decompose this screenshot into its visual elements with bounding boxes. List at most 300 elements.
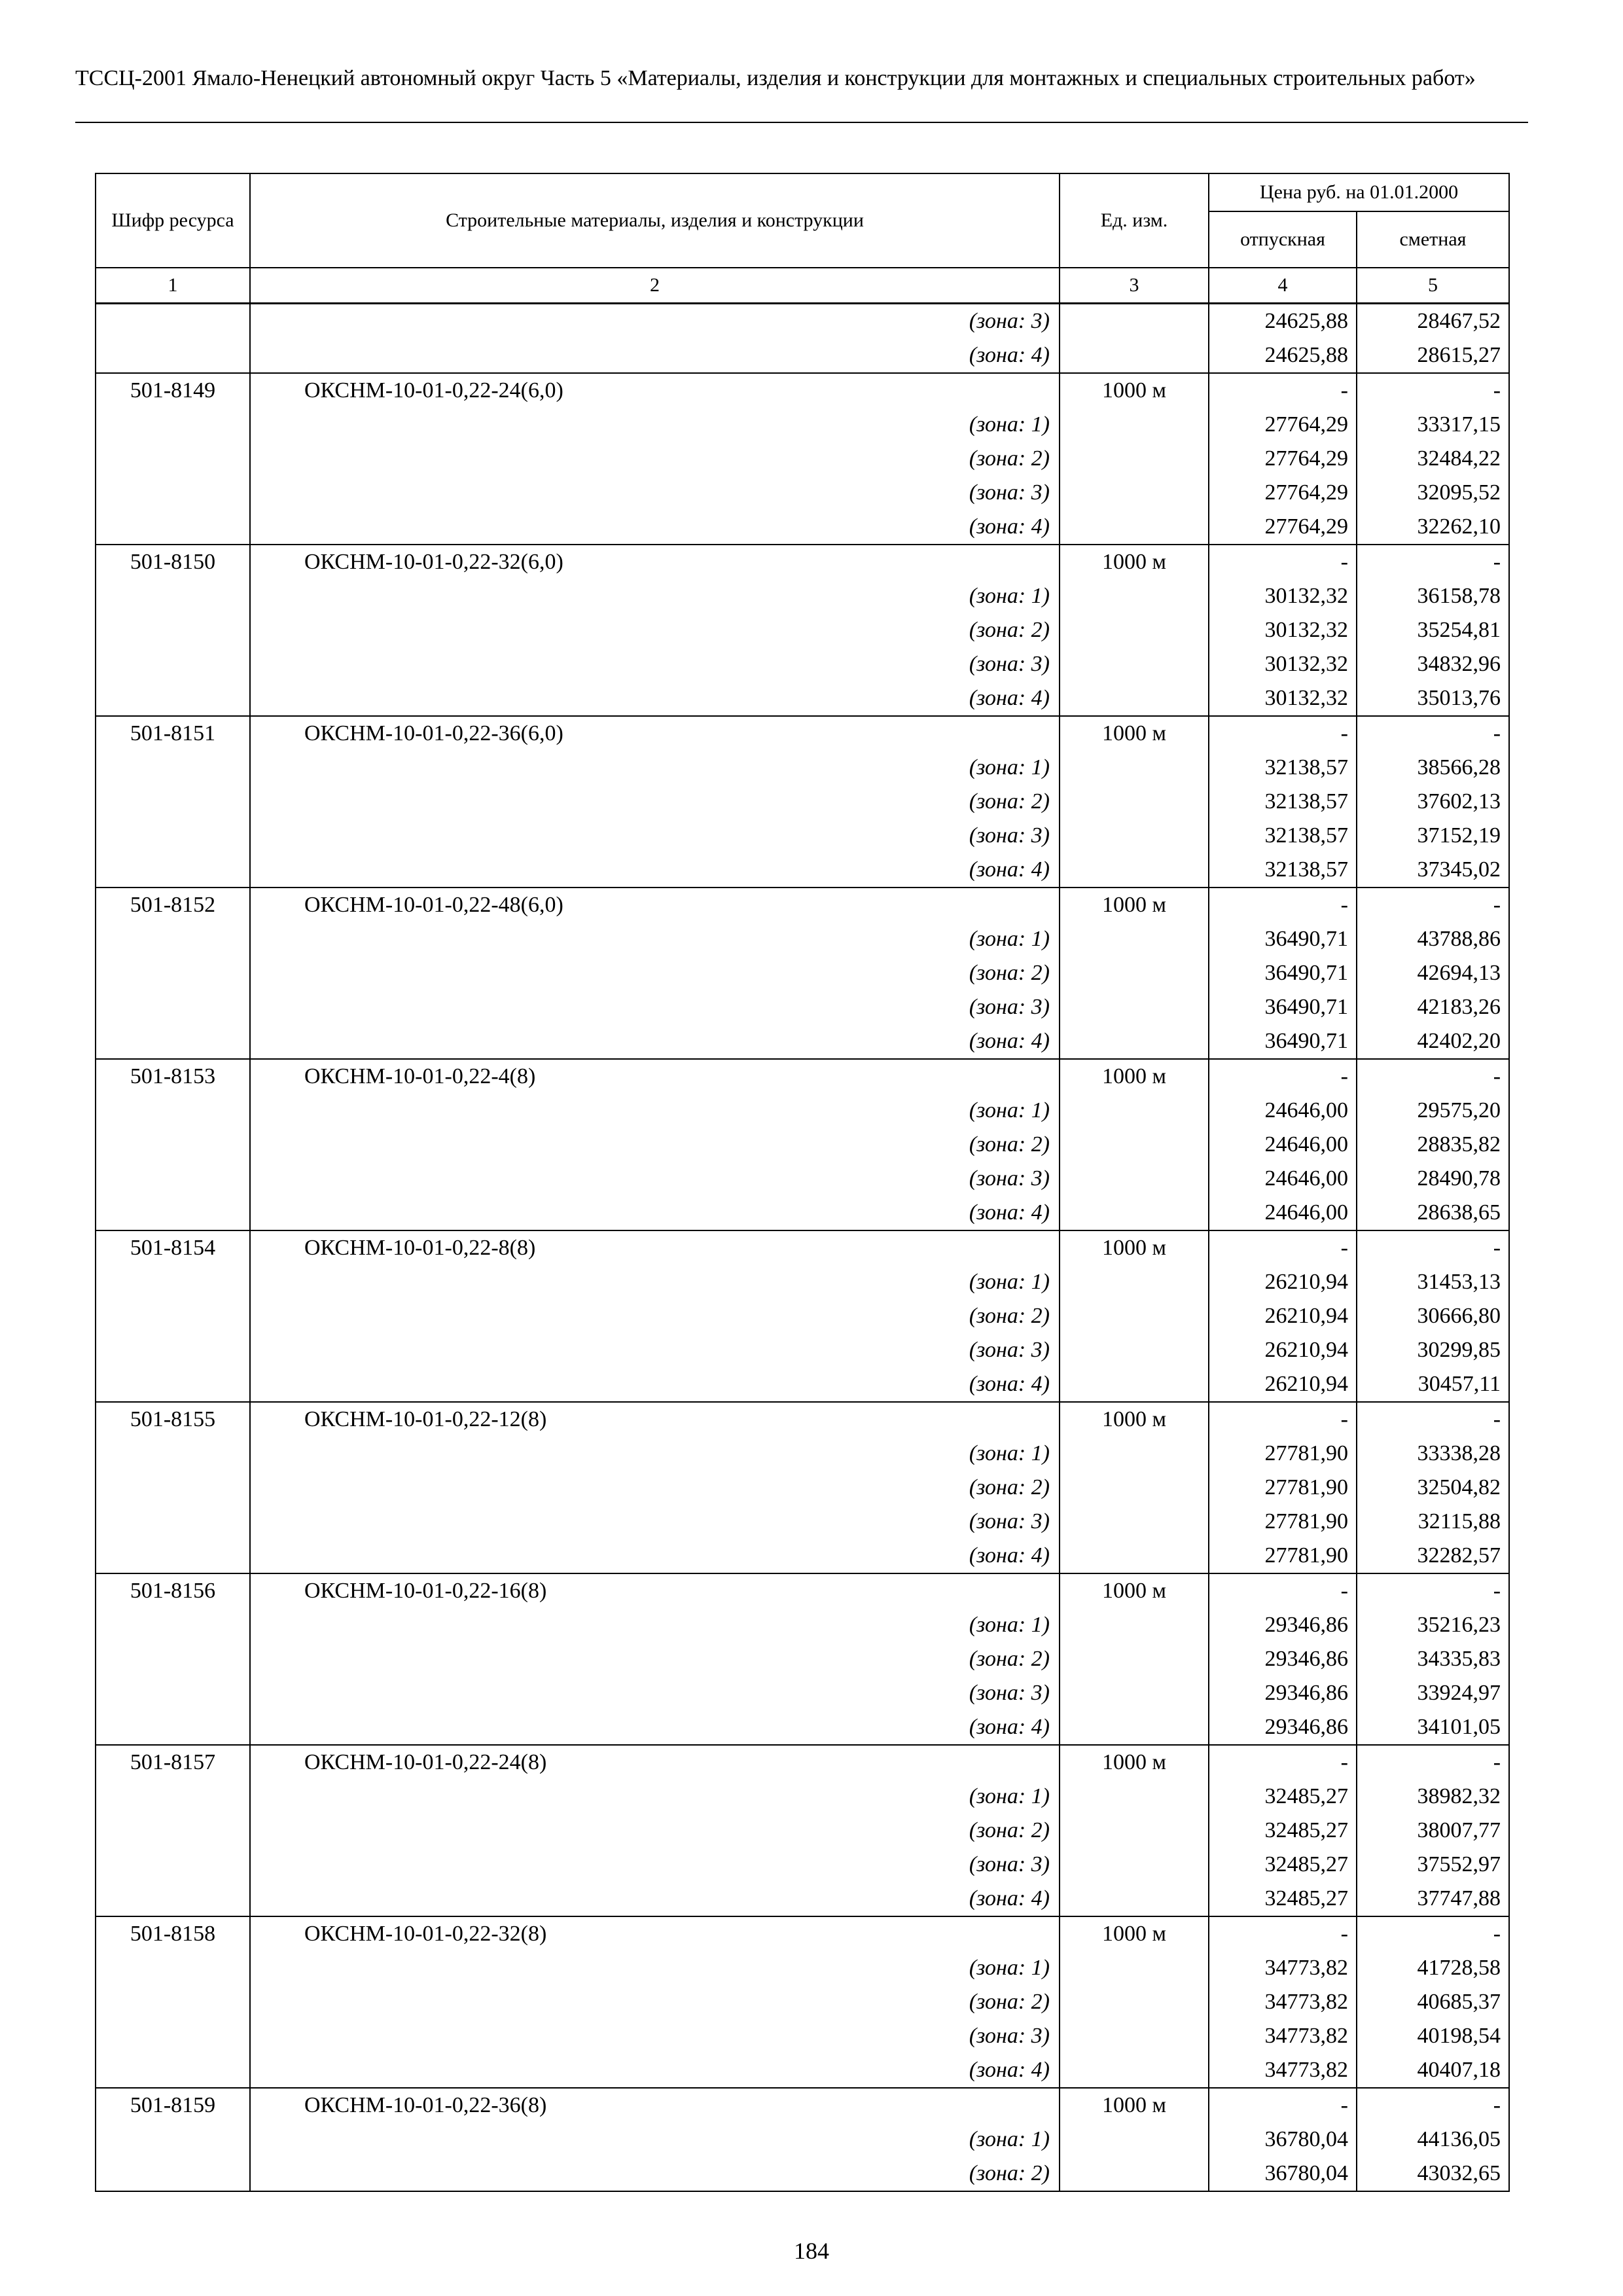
resource-code-cell bbox=[96, 1814, 250, 1848]
zone-label: (зона: 1) bbox=[250, 751, 1060, 785]
resource-code-cell bbox=[96, 1676, 250, 1710]
zone-label: (зона: 1) bbox=[250, 1608, 1060, 1642]
zone-label: (зона: 2) bbox=[250, 1299, 1060, 1333]
resource-unit: 1000 м bbox=[1060, 2088, 1209, 2123]
resource-code-cell bbox=[96, 1848, 250, 1882]
zone-label: (зона: 4) bbox=[250, 1539, 1060, 1573]
estimate-price: - bbox=[1357, 1745, 1509, 1780]
zone-row bbox=[96, 2157, 1509, 2191]
zone-row bbox=[96, 647, 1509, 681]
resource-code: 501-8155 bbox=[96, 1402, 250, 1437]
release-price: 29346,86 bbox=[1209, 1676, 1357, 1710]
release-price: 32485,27 bbox=[1209, 1780, 1357, 1814]
resource-code-cell bbox=[96, 2053, 250, 2088]
resource-code-cell bbox=[96, 990, 250, 1024]
estimate-price: 32484,22 bbox=[1357, 442, 1509, 476]
price-table-header bbox=[96, 173, 1509, 304]
zone-label: (зона: 3) bbox=[250, 1676, 1060, 1710]
release-price: 32485,27 bbox=[1209, 1848, 1357, 1882]
resource-unit: 1000 м bbox=[1060, 888, 1209, 922]
release-price: 30132,32 bbox=[1209, 647, 1357, 681]
zone-row bbox=[96, 681, 1509, 716]
resource-code-cell bbox=[96, 1437, 250, 1471]
header-unit: Ед. изм. bbox=[1060, 173, 1209, 268]
zone-label: (зона: 4) bbox=[250, 853, 1060, 888]
unit-cell bbox=[1060, 1128, 1209, 1162]
estimate-price: - bbox=[1357, 716, 1509, 751]
unit-cell bbox=[1060, 1299, 1209, 1333]
estimate-price: - bbox=[1357, 1230, 1509, 1265]
resource-code-cell bbox=[96, 2123, 250, 2157]
header-material-name: Строительные материалы, изделия и конструкции bbox=[250, 173, 1060, 268]
zone-label: (зона: 1) bbox=[250, 922, 1060, 956]
resource-unit: 1000 м bbox=[1060, 373, 1209, 408]
estimate-price: 31453,13 bbox=[1357, 1265, 1509, 1299]
zone-label: (зона: 2) bbox=[250, 2157, 1060, 2191]
release-price: 36490,71 bbox=[1209, 922, 1357, 956]
page-number: 184 bbox=[794, 2238, 829, 2264]
estimate-price: 37152,19 bbox=[1357, 819, 1509, 853]
zone-row bbox=[96, 1539, 1509, 1573]
zone-row bbox=[96, 1333, 1509, 1367]
zone-row bbox=[96, 1162, 1509, 1196]
column-number: 3 bbox=[1060, 268, 1209, 304]
unit-cell bbox=[1060, 304, 1209, 339]
release-price: 34773,82 bbox=[1209, 1951, 1357, 1985]
resource-code: 501-8152 bbox=[96, 888, 250, 922]
resource-code-cell bbox=[96, 751, 250, 785]
zone-label: (зона: 3) bbox=[250, 819, 1060, 853]
estimate-price: 33317,15 bbox=[1357, 408, 1509, 442]
release-price: - bbox=[1209, 2088, 1357, 2123]
zone-row bbox=[96, 1814, 1509, 1848]
zone-label: (зона: 2) bbox=[250, 1985, 1060, 2019]
unit-cell bbox=[1060, 922, 1209, 956]
resource-name: ОКСНМ-10-01-0,22-24(6,0) bbox=[250, 373, 1060, 408]
release-price: 30132,32 bbox=[1209, 579, 1357, 613]
unit-cell bbox=[1060, 681, 1209, 716]
zone-label: (зона: 4) bbox=[250, 1367, 1060, 1402]
zone-label: (зона: 4) bbox=[250, 510, 1060, 545]
estimate-price: 34335,83 bbox=[1357, 1642, 1509, 1676]
header-price-group: Цена руб. на 01.01.2000 bbox=[1209, 173, 1509, 211]
release-price: 27764,29 bbox=[1209, 510, 1357, 545]
release-price: - bbox=[1209, 716, 1357, 751]
resource-code-cell bbox=[96, 1196, 250, 1230]
unit-cell bbox=[1060, 1882, 1209, 1916]
resource-code-cell bbox=[96, 1642, 250, 1676]
estimate-price: 38007,77 bbox=[1357, 1814, 1509, 1848]
zone-label: (зона: 4) bbox=[250, 2053, 1060, 2088]
resource-code-cell bbox=[96, 1985, 250, 2019]
release-price: - bbox=[1209, 1745, 1357, 1780]
zone-label: (зона: 1) bbox=[250, 1265, 1060, 1299]
zone-label: (зона: 1) bbox=[250, 1780, 1060, 1814]
zone-row bbox=[96, 1128, 1509, 1162]
resource-code: 501-8149 bbox=[96, 373, 250, 408]
release-price: 24646,00 bbox=[1209, 1128, 1357, 1162]
release-price: 27781,90 bbox=[1209, 1437, 1357, 1471]
release-price: 36490,71 bbox=[1209, 1024, 1357, 1059]
zone-row bbox=[96, 2123, 1509, 2157]
zone-row bbox=[96, 408, 1509, 442]
release-price: 27781,90 bbox=[1209, 1471, 1357, 1505]
resource-code-cell bbox=[96, 304, 250, 339]
zone-label: (зона: 1) bbox=[250, 579, 1060, 613]
release-price: 29346,86 bbox=[1209, 1710, 1357, 1745]
unit-cell bbox=[1060, 2123, 1209, 2157]
header-divider bbox=[75, 122, 1528, 123]
release-price: 36490,71 bbox=[1209, 990, 1357, 1024]
zone-label: (зона: 2) bbox=[250, 613, 1060, 647]
estimate-price: 41728,58 bbox=[1357, 1951, 1509, 1985]
resource-code-cell bbox=[96, 1882, 250, 1916]
document-header-title: ТССЦ-2001 Ямало-Ненецкий автономный округ Часть 5 «Материалы, изделия и конструкции для монтажных и специальных строительных работ» bbox=[75, 66, 1476, 90]
zone-label: (зона: 3) bbox=[250, 2019, 1060, 2053]
resource-name: ОКСНМ-10-01-0,22-4(8) bbox=[250, 1059, 1060, 1094]
zone-label: (зона: 2) bbox=[250, 956, 1060, 990]
unit-cell bbox=[1060, 1333, 1209, 1367]
zone-row bbox=[96, 853, 1509, 888]
unit-cell bbox=[1060, 1848, 1209, 1882]
zone-label: (зона: 2) bbox=[250, 1642, 1060, 1676]
resource-unit: 1000 м bbox=[1060, 1573, 1209, 1608]
resource-row bbox=[96, 1059, 1509, 1094]
estimate-price: 40685,37 bbox=[1357, 1985, 1509, 2019]
release-price: 27781,90 bbox=[1209, 1505, 1357, 1539]
estimate-price: 28467,52 bbox=[1357, 304, 1509, 339]
release-price: 27764,29 bbox=[1209, 476, 1357, 510]
estimate-price: 32262,10 bbox=[1357, 510, 1509, 545]
resource-code-cell bbox=[96, 1094, 250, 1128]
resource-row bbox=[96, 716, 1509, 751]
unit-cell bbox=[1060, 1471, 1209, 1505]
column-number: 5 bbox=[1357, 268, 1509, 304]
resource-code-cell bbox=[96, 1539, 250, 1573]
resource-code-cell bbox=[96, 1333, 250, 1367]
unit-cell bbox=[1060, 853, 1209, 888]
estimate-price: 36158,78 bbox=[1357, 579, 1509, 613]
zone-row bbox=[96, 819, 1509, 853]
resource-code-cell bbox=[96, 442, 250, 476]
release-price: 27764,29 bbox=[1209, 442, 1357, 476]
release-price: 32138,57 bbox=[1209, 785, 1357, 819]
resource-code-cell bbox=[96, 1505, 250, 1539]
resource-name: ОКСНМ-10-01-0,22-16(8) bbox=[250, 1573, 1060, 1608]
zone-row bbox=[96, 1608, 1509, 1642]
release-price: 26210,94 bbox=[1209, 1367, 1357, 1402]
zone-row bbox=[96, 442, 1509, 476]
zone-row bbox=[96, 1094, 1509, 1128]
estimate-price: 38982,32 bbox=[1357, 1780, 1509, 1814]
release-price: 34773,82 bbox=[1209, 1985, 1357, 2019]
estimate-price: 43032,65 bbox=[1357, 2157, 1509, 2191]
release-price: 34773,82 bbox=[1209, 2053, 1357, 2088]
estimate-price: 28490,78 bbox=[1357, 1162, 1509, 1196]
zone-label: (зона: 1) bbox=[250, 1951, 1060, 1985]
unit-cell bbox=[1060, 1024, 1209, 1059]
zone-label: (зона: 4) bbox=[250, 1024, 1060, 1059]
unit-cell bbox=[1060, 785, 1209, 819]
resource-code-cell bbox=[96, 1024, 250, 1059]
resource-unit: 1000 м bbox=[1060, 1059, 1209, 1094]
release-price: 24646,00 bbox=[1209, 1094, 1357, 1128]
zone-row bbox=[96, 2019, 1509, 2053]
zone-label: (зона: 3) bbox=[250, 990, 1060, 1024]
zone-row bbox=[96, 1024, 1509, 1059]
unit-cell bbox=[1060, 1814, 1209, 1848]
resource-row bbox=[96, 1916, 1509, 1951]
resource-name: ОКСНМ-10-01-0,22-8(8) bbox=[250, 1230, 1060, 1265]
release-price: - bbox=[1209, 545, 1357, 579]
release-price: 24625,88 bbox=[1209, 338, 1357, 373]
unit-cell bbox=[1060, 1985, 1209, 2019]
unit-cell bbox=[1060, 1265, 1209, 1299]
zone-label: (зона: 3) bbox=[250, 1162, 1060, 1196]
resource-code: 501-8156 bbox=[96, 1573, 250, 1608]
zone-label: (зона: 3) bbox=[250, 476, 1060, 510]
unit-cell bbox=[1060, 751, 1209, 785]
resource-unit: 1000 м bbox=[1060, 1916, 1209, 1951]
resource-name: ОКСНМ-10-01-0,22-24(8) bbox=[250, 1745, 1060, 1780]
unit-cell bbox=[1060, 1162, 1209, 1196]
resource-row bbox=[96, 888, 1509, 922]
estimate-price: - bbox=[1357, 373, 1509, 408]
unit-cell bbox=[1060, 579, 1209, 613]
zone-row bbox=[96, 1848, 1509, 1882]
resource-code-cell bbox=[96, 510, 250, 545]
zone-row bbox=[96, 1196, 1509, 1230]
zone-row bbox=[96, 1265, 1509, 1299]
release-price: 26210,94 bbox=[1209, 1299, 1357, 1333]
unit-cell bbox=[1060, 819, 1209, 853]
release-price: 27764,29 bbox=[1209, 408, 1357, 442]
resource-row bbox=[96, 373, 1509, 408]
resource-name: ОКСНМ-10-01-0,22-36(6,0) bbox=[250, 716, 1060, 751]
estimate-price: - bbox=[1357, 2088, 1509, 2123]
estimate-price: 35013,76 bbox=[1357, 681, 1509, 716]
estimate-price: - bbox=[1357, 888, 1509, 922]
unit-cell bbox=[1060, 510, 1209, 545]
release-price: - bbox=[1209, 1230, 1357, 1265]
estimate-price: 30457,11 bbox=[1357, 1367, 1509, 1402]
release-price: - bbox=[1209, 1573, 1357, 1608]
estimate-price: 33338,28 bbox=[1357, 1437, 1509, 1471]
zone-row bbox=[96, 1710, 1509, 1745]
zone-label: (зона: 1) bbox=[250, 1437, 1060, 1471]
estimate-price: 32504,82 bbox=[1357, 1471, 1509, 1505]
unit-cell bbox=[1060, 476, 1209, 510]
unit-cell bbox=[1060, 613, 1209, 647]
estimate-price: 40407,18 bbox=[1357, 2053, 1509, 2088]
zone-label: (зона: 3) bbox=[250, 1505, 1060, 1539]
estimate-price: 37552,97 bbox=[1357, 1848, 1509, 1882]
price-table bbox=[95, 173, 1510, 2192]
resource-name: ОКСНМ-10-01-0,22-12(8) bbox=[250, 1402, 1060, 1437]
unit-cell bbox=[1060, 1367, 1209, 1402]
zone-label: (зона: 4) bbox=[250, 338, 1060, 373]
resource-code-cell bbox=[96, 956, 250, 990]
resource-code-cell bbox=[96, 1162, 250, 1196]
resource-row bbox=[96, 1573, 1509, 1608]
resource-code-cell bbox=[96, 785, 250, 819]
release-price: 26210,94 bbox=[1209, 1265, 1357, 1299]
estimate-price: 42183,26 bbox=[1357, 990, 1509, 1024]
resource-unit: 1000 м bbox=[1060, 545, 1209, 579]
resource-code-cell bbox=[96, 1265, 250, 1299]
estimate-price: 37602,13 bbox=[1357, 785, 1509, 819]
release-price: 24625,88 bbox=[1209, 304, 1357, 339]
estimate-price: 37747,88 bbox=[1357, 1882, 1509, 1916]
release-price: 24646,00 bbox=[1209, 1162, 1357, 1196]
estimate-price: 34832,96 bbox=[1357, 647, 1509, 681]
resource-code-cell bbox=[96, 1128, 250, 1162]
zone-row bbox=[96, 338, 1509, 373]
resource-code-cell bbox=[96, 613, 250, 647]
zone-label: (зона: 3) bbox=[250, 1333, 1060, 1367]
release-price: - bbox=[1209, 1059, 1357, 1094]
resource-row bbox=[96, 1402, 1509, 1437]
resource-unit: 1000 м bbox=[1060, 1745, 1209, 1780]
zone-row bbox=[96, 956, 1509, 990]
estimate-price: 43788,86 bbox=[1357, 922, 1509, 956]
resource-unit: 1000 м bbox=[1060, 716, 1209, 751]
release-price: - bbox=[1209, 373, 1357, 408]
release-price: 32485,27 bbox=[1209, 1882, 1357, 1916]
release-price: 36780,04 bbox=[1209, 2157, 1357, 2191]
resource-name: ОКСНМ-10-01-0,22-36(8) bbox=[250, 2088, 1060, 2123]
resource-code-cell bbox=[96, 1951, 250, 1985]
release-price: 36490,71 bbox=[1209, 956, 1357, 990]
resource-row bbox=[96, 545, 1509, 579]
zone-row bbox=[96, 1951, 1509, 1985]
zone-row bbox=[96, 1985, 1509, 2019]
release-price: 24646,00 bbox=[1209, 1196, 1357, 1230]
unit-cell bbox=[1060, 2019, 1209, 2053]
zone-row bbox=[96, 751, 1509, 785]
estimate-price: 42694,13 bbox=[1357, 956, 1509, 990]
estimate-price: - bbox=[1357, 1573, 1509, 1608]
resource-code-cell bbox=[96, 1299, 250, 1333]
zone-row bbox=[96, 2053, 1509, 2088]
zone-row bbox=[96, 990, 1509, 1024]
resource-code-cell bbox=[96, 1608, 250, 1642]
release-price: - bbox=[1209, 888, 1357, 922]
estimate-price: 30299,85 bbox=[1357, 1333, 1509, 1367]
release-price: 32485,27 bbox=[1209, 1814, 1357, 1848]
zone-row bbox=[96, 1299, 1509, 1333]
estimate-price: 28615,27 bbox=[1357, 338, 1509, 373]
resource-code-cell bbox=[96, 681, 250, 716]
estimate-price: 34101,05 bbox=[1357, 1710, 1509, 1745]
resource-name: ОКСНМ-10-01-0,22-32(6,0) bbox=[250, 545, 1060, 579]
estimate-price: 37345,02 bbox=[1357, 853, 1509, 888]
estimate-price: - bbox=[1357, 1916, 1509, 1951]
resource-row bbox=[96, 1230, 1509, 1265]
estimate-price: 44136,05 bbox=[1357, 2123, 1509, 2157]
column-number: 2 bbox=[250, 268, 1060, 304]
header-release-price: отпускная bbox=[1209, 211, 1357, 268]
zone-label: (зона: 3) bbox=[250, 1848, 1060, 1882]
estimate-price: 28835,82 bbox=[1357, 1128, 1509, 1162]
resource-code-cell bbox=[96, 647, 250, 681]
resource-code-cell bbox=[96, 922, 250, 956]
estimate-price: 32095,52 bbox=[1357, 476, 1509, 510]
resource-code-cell bbox=[96, 1367, 250, 1402]
unit-cell bbox=[1060, 1676, 1209, 1710]
column-number: 4 bbox=[1209, 268, 1357, 304]
estimate-price: 33924,97 bbox=[1357, 1676, 1509, 1710]
zone-label: (зона: 1) bbox=[250, 408, 1060, 442]
zone-label: (зона: 1) bbox=[250, 2123, 1060, 2157]
release-price: - bbox=[1209, 1916, 1357, 1951]
resource-code-cell bbox=[96, 1780, 250, 1814]
unit-cell bbox=[1060, 990, 1209, 1024]
unit-cell bbox=[1060, 1710, 1209, 1745]
zone-label: (зона: 2) bbox=[250, 442, 1060, 476]
resource-code-cell bbox=[96, 1710, 250, 1745]
release-price: 30132,32 bbox=[1209, 681, 1357, 716]
zone-row bbox=[96, 1642, 1509, 1676]
zone-row bbox=[96, 785, 1509, 819]
column-number: 1 bbox=[96, 268, 250, 304]
resource-code-cell bbox=[96, 853, 250, 888]
resource-code: 501-8158 bbox=[96, 1916, 250, 1951]
resource-code-cell bbox=[96, 579, 250, 613]
unit-cell bbox=[1060, 2053, 1209, 2088]
estimate-price: 38566,28 bbox=[1357, 751, 1509, 785]
resource-row bbox=[96, 1745, 1509, 1780]
unit-cell bbox=[1060, 1642, 1209, 1676]
header-estimate-price: сметная bbox=[1357, 211, 1509, 268]
resource-row bbox=[96, 2088, 1509, 2123]
unit-cell bbox=[1060, 338, 1209, 373]
resource-code-cell bbox=[96, 338, 250, 373]
resource-unit: 1000 м bbox=[1060, 1230, 1209, 1265]
zone-label: (зона: 2) bbox=[250, 1471, 1060, 1505]
zone-label: (зона: 3) bbox=[250, 647, 1060, 681]
zone-row bbox=[96, 1437, 1509, 1471]
estimate-price: - bbox=[1357, 1059, 1509, 1094]
release-price: 32138,57 bbox=[1209, 751, 1357, 785]
zone-label: (зона: 3) bbox=[250, 304, 1060, 339]
zone-row bbox=[96, 579, 1509, 613]
unit-cell bbox=[1060, 442, 1209, 476]
estimate-price: 32115,88 bbox=[1357, 1505, 1509, 1539]
resource-code: 501-8159 bbox=[96, 2088, 250, 2123]
unit-cell bbox=[1060, 647, 1209, 681]
estimate-price: 42402,20 bbox=[1357, 1024, 1509, 1059]
resource-code: 501-8151 bbox=[96, 716, 250, 751]
unit-cell bbox=[1060, 1505, 1209, 1539]
unit-cell bbox=[1060, 1951, 1209, 1985]
estimate-price: 35216,23 bbox=[1357, 1608, 1509, 1642]
unit-cell bbox=[1060, 1094, 1209, 1128]
zone-row bbox=[96, 1367, 1509, 1402]
header-resource-code: Шифр ресурса bbox=[96, 173, 250, 268]
zone-row bbox=[96, 613, 1509, 647]
price-table-body bbox=[96, 304, 1509, 2192]
resource-code-cell bbox=[96, 2157, 250, 2191]
resource-code: 501-8153 bbox=[96, 1059, 250, 1094]
zone-row bbox=[96, 922, 1509, 956]
zone-row bbox=[96, 1471, 1509, 1505]
release-price: 29346,86 bbox=[1209, 1642, 1357, 1676]
resource-code: 501-8157 bbox=[96, 1745, 250, 1780]
zone-label: (зона: 4) bbox=[250, 681, 1060, 716]
resource-code-cell bbox=[96, 1471, 250, 1505]
resource-name: ОКСНМ-10-01-0,22-48(6,0) bbox=[250, 888, 1060, 922]
